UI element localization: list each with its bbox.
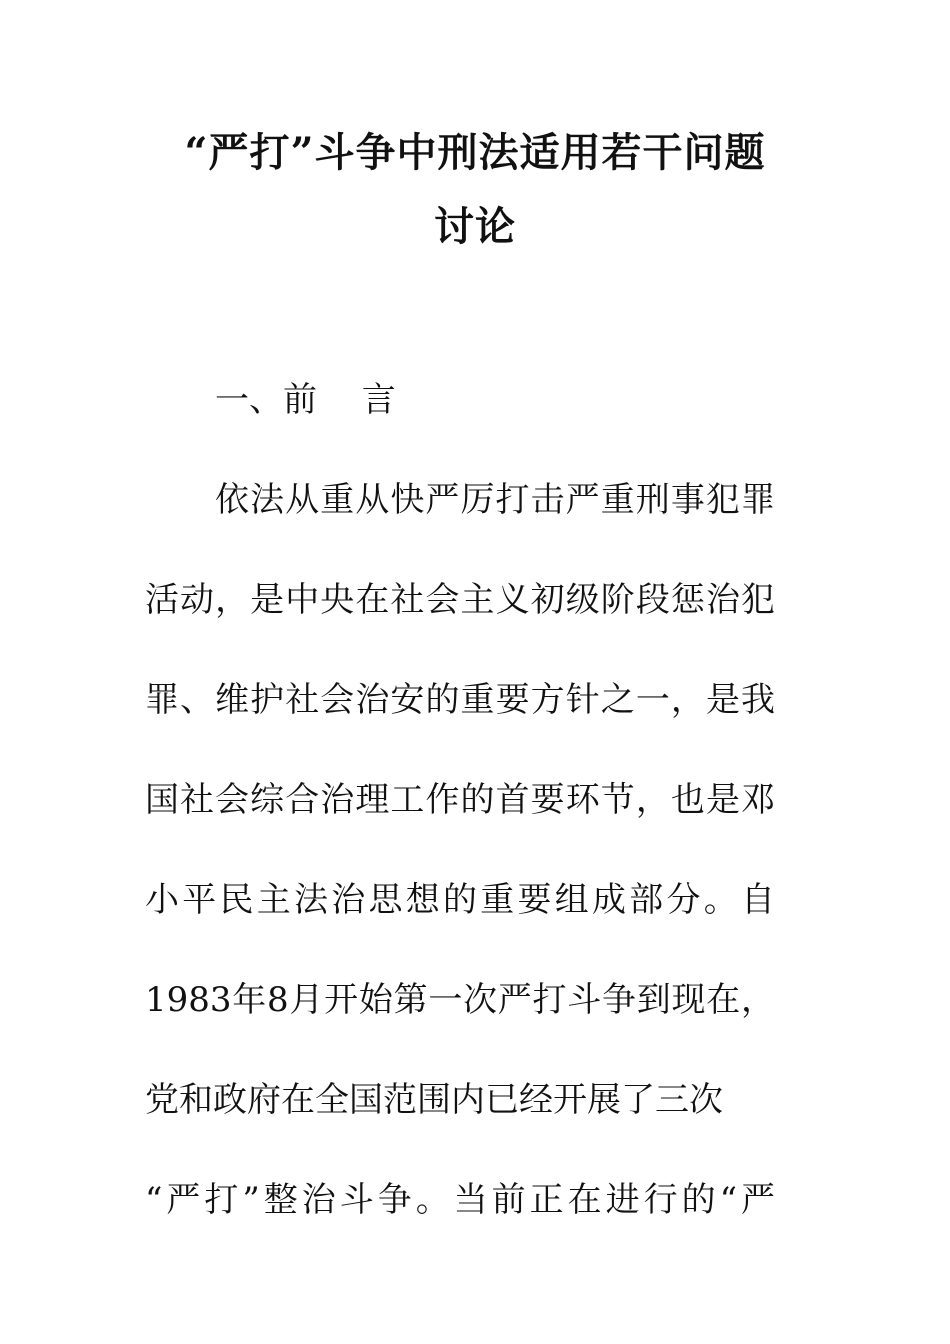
paragraph-line-5: 小平民主法治思想的重要组成部分。自	[145, 880, 775, 920]
paragraph-line-1: 依法从重从快严厉打击严重刑事犯罪	[215, 480, 775, 520]
paragraph-line-6: 1983年8月开始第一次严打斗争到现在，	[145, 980, 775, 1020]
paragraph-line-7: 党和政府在全国范围内已经开展了三次	[145, 1080, 723, 1120]
paragraph-line-3: 罪、维护社会治安的重要方针之一，是我	[145, 680, 775, 720]
paragraph-line-4: 国社会综合治理工作的首要环节，也是邓	[145, 780, 775, 820]
paragraph-line-8: “严打”整治斗争。当前正在进行的“严	[145, 1180, 775, 1220]
document-title-line-1: “严打”斗争中刑法适用若干问题	[184, 129, 766, 176]
document-title-line-2: 讨论	[434, 203, 516, 250]
section-heading: 一、前 言	[215, 380, 396, 420]
paragraph-line-2: 活动，是中央在社会主义初级阶段惩治犯	[145, 580, 775, 620]
